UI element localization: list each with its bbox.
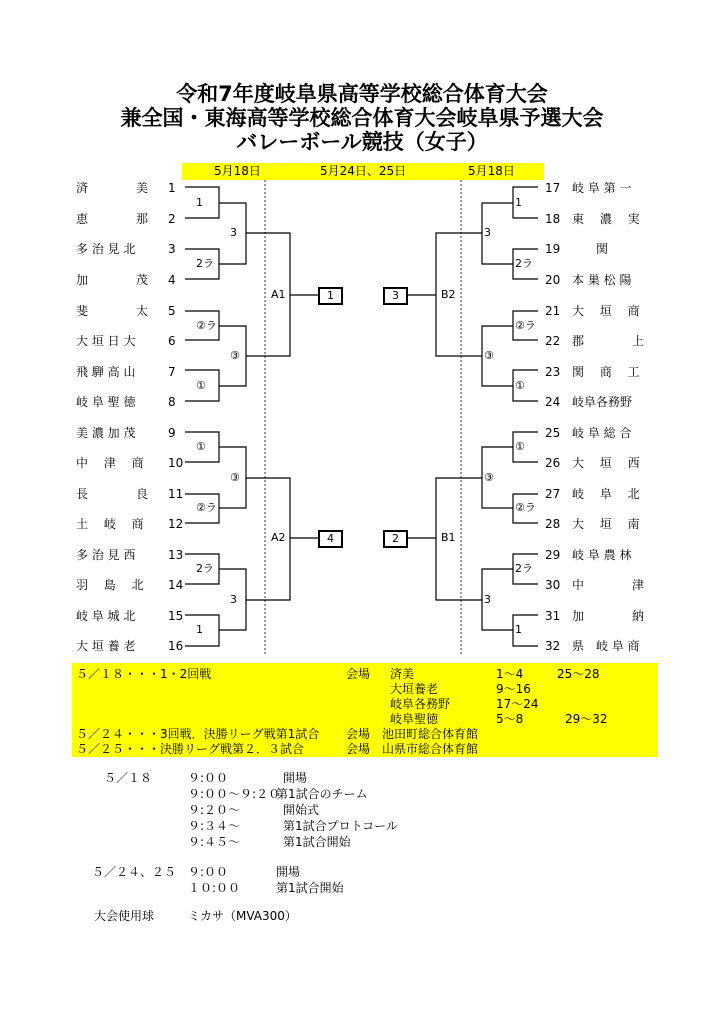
left-team-name: 飛 騨 高 山 <box>76 365 136 379</box>
left-team-name: 多 治 見 西 <box>76 548 136 562</box>
right-team-name: 郡 上 <box>572 334 645 348</box>
schedule-time: ９:２０～ <box>188 803 241 817</box>
right-team-seed: 17 <box>545 181 561 195</box>
left-team-name: 羽 島 北 <box>76 578 144 592</box>
right-team-seed: 28 <box>545 517 561 531</box>
left-team-seed: 16 <box>168 639 184 653</box>
pool-b2-label: B2 <box>441 288 456 301</box>
right-team-name: 加 納 <box>572 609 645 623</box>
right-team-name: 岐 阜 第 一 <box>572 181 632 195</box>
right-team-name: 本 巣 松 陽 <box>572 273 632 287</box>
right-team-name: 岐 阜 北 <box>572 487 640 501</box>
right-team-name: 関 <box>572 242 633 256</box>
left-team-seed: 1 <box>168 181 176 195</box>
final-box-3: 3 <box>383 287 408 305</box>
right-team-name: 東 濃 実 <box>572 212 640 226</box>
left-round1-result: 1 <box>196 623 203 636</box>
venue-4-name: 岐阜聖徳 <box>390 712 439 726</box>
right-round1-result: 2ラ <box>515 562 533 575</box>
right-round1-result: ① <box>515 379 525 392</box>
right-round2-result: ③ <box>484 471 494 484</box>
left-team-name: 岐 阜 城 北 <box>76 609 136 623</box>
info-row5-date: ５／２５・・・決勝リーグ戦第２．３試合 <box>76 742 305 756</box>
left-team-seed: 2 <box>168 212 176 226</box>
left-team-seed: 6 <box>168 334 176 348</box>
right-team-seed: 26 <box>545 456 561 470</box>
venue-3-range1: 17～24 <box>496 697 539 711</box>
right-round2-result: ③ <box>484 349 494 362</box>
right-team-seed: 20 <box>545 273 561 287</box>
left-team-name: 恵 那 <box>76 212 149 226</box>
left-team-seed: 7 <box>168 365 176 379</box>
schedule-time: ９:４５～ <box>188 835 241 849</box>
venue-4-range2: 29～32 <box>565 712 608 726</box>
schedule-time: ９:００～９:２０ <box>188 787 281 801</box>
venue-3-name: 岐阜各務野 <box>390 697 451 711</box>
ball-label: 大会使用球 <box>94 909 155 923</box>
left-team-seed: 4 <box>168 273 176 287</box>
right-team-name: 中 津 <box>572 578 645 592</box>
right-round1-result: ① <box>515 440 525 453</box>
final-box-4: 4 <box>318 530 343 548</box>
right-round2-result: 3 <box>484 226 491 239</box>
venue-2-range1: 9～16 <box>496 682 531 696</box>
right-team-seed: 29 <box>545 548 561 562</box>
right-team-seed: 19 <box>545 242 561 256</box>
left-round2-result: 3 <box>230 593 237 606</box>
pool-b1-label: B1 <box>441 531 456 544</box>
left-team-seed: 3 <box>168 242 176 256</box>
left-round1-result: 1 <box>196 196 203 209</box>
left-team-name: 美 濃 加 茂 <box>76 426 136 440</box>
left-team-seed: 13 <box>168 548 184 562</box>
right-team-seed: 23 <box>545 365 561 379</box>
right-team-seed: 18 <box>545 212 561 226</box>
left-round1-result: 2ラ <box>196 562 214 575</box>
right-round2-result: 3 <box>484 593 491 606</box>
ball-value: ミカサ（MVA300） <box>188 909 297 923</box>
venue-1-range1: 1～4 <box>496 667 524 681</box>
schedule-time: ９:００ <box>188 771 229 785</box>
left-round1-result: ②ラ <box>196 319 217 332</box>
header-center-date: 5月24日、25日 <box>320 164 407 178</box>
left-team-seed: 14 <box>168 578 184 592</box>
left-team-seed: 5 <box>168 304 176 318</box>
left-round1-result: ① <box>196 379 206 392</box>
right-team-name: 県 岐 阜 商 <box>572 639 640 653</box>
title-line-1: 令和7年度岐阜県高等学校総合体育大会 <box>176 82 548 106</box>
left-round1-result: ① <box>196 440 206 453</box>
left-team-seed: 15 <box>168 609 184 623</box>
right-round1-result: ②ラ <box>515 319 536 332</box>
schedule-event: 第1試合のチーム <box>276 787 368 801</box>
schedule-time: ９:００ <box>188 865 229 879</box>
left-team-seed: 12 <box>168 517 184 531</box>
right-round1-result: 2ラ <box>515 257 533 270</box>
right-team-seed: 21 <box>545 304 561 318</box>
right-team-seed: 24 <box>545 395 561 409</box>
schedule-date-1: ５／１８ <box>104 771 153 785</box>
venue-4-range1: 5～8 <box>496 712 524 726</box>
venue-525: 山県市総合体育館 <box>382 742 479 756</box>
left-team-seed: 8 <box>168 395 176 409</box>
left-round1-result: 2ラ <box>196 257 214 270</box>
info-row4-venue-label: 会場 <box>346 727 371 741</box>
left-team-seed: 10 <box>168 456 184 470</box>
left-round1-result: ②ラ <box>196 501 217 514</box>
title-line-2: 兼全国・東海高等学校総合体育大会岐阜県予選大会 <box>120 106 604 130</box>
header-left-date: 5月18日 <box>214 164 261 178</box>
left-round2-result: ③ <box>230 349 240 362</box>
final-box-2: 2 <box>383 530 408 548</box>
right-round1-result: 1 <box>515 623 522 636</box>
right-round1-result: ②ラ <box>515 501 536 514</box>
venue-1-range2: 25～28 <box>557 667 600 681</box>
header-right-date: 5月18日 <box>468 164 515 178</box>
right-team-name: 関 商 工 <box>572 365 640 379</box>
right-team-name: 大 垣 商 <box>572 304 640 318</box>
left-team-name: 長 良 <box>76 487 149 501</box>
left-team-name: 多 治 見 北 <box>76 242 136 256</box>
final-box-1: 1 <box>318 287 343 305</box>
pool-a1-label: A1 <box>271 288 286 301</box>
right-team-name: 岐阜各務野 <box>572 395 633 409</box>
info-row1-venue-label: 会場 <box>346 667 371 681</box>
right-team-seed: 22 <box>545 334 561 348</box>
title-line-3: バレーボール競技（女子） <box>236 130 488 154</box>
right-round1-result: 1 <box>515 196 522 209</box>
schedule-event: 開場 <box>276 865 301 879</box>
right-team-seed: 32 <box>545 639 561 653</box>
right-team-name: 大 垣 南 <box>572 517 640 531</box>
info-row1-date: ５／１８・・・1・2回戦 <box>76 667 212 681</box>
schedule-event: 第1試合プロトコール <box>283 819 398 833</box>
schedule-date-2: ５／２４、２５ <box>92 865 177 879</box>
right-team-seed: 27 <box>545 487 561 501</box>
left-team-name: 加 茂 <box>76 273 149 287</box>
venue-1-name: 済美 <box>390 667 415 681</box>
left-team-name: 大 垣 日 大 <box>76 334 136 348</box>
left-team-name: 中 津 商 <box>76 456 144 470</box>
right-team-name: 岐 阜 農 林 <box>572 548 632 562</box>
right-team-seed: 30 <box>545 578 561 592</box>
left-team-name: 土 岐 商 <box>76 517 144 531</box>
info-row5-venue-label: 会場 <box>346 742 371 756</box>
right-team-name: 大 垣 西 <box>572 456 640 470</box>
left-team-seed: 11 <box>168 487 184 501</box>
left-team-name: 岐 阜 聖 徳 <box>76 395 136 409</box>
left-team-seed: 9 <box>168 426 176 440</box>
schedule-event: 第1試合開始 <box>283 835 351 849</box>
left-team-name: 斐 太 <box>76 304 149 318</box>
schedule-time: １０:００ <box>188 881 241 895</box>
schedule-time: ９:３４～ <box>188 819 241 833</box>
left-team-name: 済 美 <box>76 181 149 195</box>
left-round2-result: ③ <box>230 471 240 484</box>
info-row4-date: ５／２４・・・3回戦．決勝リーグ戦第1試合 <box>76 727 320 741</box>
schedule-event: 第1試合開始 <box>276 881 344 895</box>
right-team-name: 岐 阜 総 合 <box>572 426 632 440</box>
left-team-name: 大 垣 養 老 <box>76 639 136 653</box>
right-team-seed: 25 <box>545 426 561 440</box>
venue-2-name: 大垣養老 <box>390 682 439 696</box>
left-round2-result: 3 <box>230 226 237 239</box>
schedule-event: 開始式 <box>283 803 320 817</box>
pool-a2-label: A2 <box>271 531 286 544</box>
right-team-seed: 31 <box>545 609 561 623</box>
venue-524: 池田町総合体育館 <box>382 727 479 741</box>
schedule-event: 開場 <box>283 771 308 785</box>
